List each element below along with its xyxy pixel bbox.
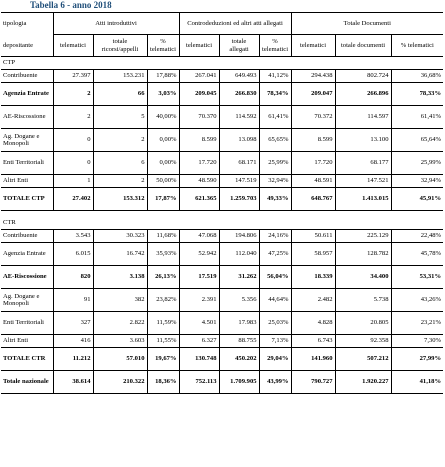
table-cell: 22,48% [391,230,443,243]
table-cell: 17,88% [147,70,179,83]
table-cell: 7,30% [391,335,443,348]
table-cell: 4.828 [291,312,335,335]
table-cell: 3,03% [147,83,179,106]
table-cell: 65,65% [259,129,291,152]
col-header: totale allegati [219,35,259,57]
table-cell: 11,59% [147,312,179,335]
section-header-row [1,217,443,230]
table-cell: 40,00% [147,106,179,129]
table-cell: 7,13% [259,335,291,348]
table-cell: 19,67% [147,348,179,371]
table-cell: 25,99% [391,152,443,175]
table-cell: 13.098 [219,129,259,152]
table-cell: 114.592 [219,106,259,129]
table-cell: 23,21% [391,312,443,335]
table-cell: 266.830 [219,83,259,106]
table-cell: 52.942 [179,243,219,266]
table-cell: 32,94% [391,175,443,188]
table-cell: 78,33% [391,83,443,106]
table-cell: 802.724 [335,70,391,83]
table-cell: 194.806 [219,230,259,243]
table-cell: 3.543 [53,230,93,243]
table-body [1,57,443,394]
table-cell: 209.047 [291,83,335,106]
table-cell: 11,68% [147,230,179,243]
table-cell: 13.100 [335,129,391,152]
col-header: % telematici [259,35,291,57]
table-cell: 8.599 [179,129,219,152]
row-label: Contribuente [1,230,53,243]
table-row [1,152,443,175]
table-cell: 23,82% [147,289,179,312]
table-cell: 53,31% [391,266,443,289]
table-row [1,83,443,106]
table-cell: 416 [53,335,93,348]
table-cell: 18,36% [147,371,179,394]
table-cell: 58.957 [291,243,335,266]
col-header: telematici [291,35,335,57]
table-cell: 32,94% [259,175,291,188]
table-cell: 17.720 [179,152,219,175]
table-cell: 266.896 [335,83,391,106]
table-cell: 267.041 [179,70,219,83]
table-cell: 382 [93,289,147,312]
table-cell: 57.010 [93,348,147,371]
col-header: telematici [53,35,93,57]
row-label: Ag. Dogane e Monopoli [1,289,53,312]
table-cell: 3.138 [93,266,147,289]
col-header: % telematici [147,35,179,57]
table-cell: 6.743 [291,335,335,348]
table-cell: 0,00% [147,129,179,152]
table-cell: 4.501 [179,312,219,335]
table-cell: 20.805 [335,312,391,335]
table-cell: 34.400 [335,266,391,289]
row-label: Agenzia Entrate [1,243,53,266]
row-label-header-2: depositante [1,35,53,57]
col-header: totale documenti [335,35,391,57]
row-label: AE-Riscossione [1,266,53,289]
section-header-row [1,57,443,70]
table-cell: 128.782 [335,243,391,266]
section-name: CTP [3,59,16,67]
table-cell: 507.212 [335,348,391,371]
table-cell: 68.171 [219,152,259,175]
table-cell: 2 [93,129,147,152]
table-cell: 43,99% [259,371,291,394]
table-cell: 153.231 [93,70,147,83]
table-cell: 38.614 [53,371,93,394]
table-cell: 68.177 [335,152,391,175]
row-label: Contribuente [1,70,53,83]
table-row [1,289,443,312]
table-cell: 1 [53,175,93,188]
table-cell: 17.983 [219,312,259,335]
table-row [1,230,443,243]
table-cell: 3.603 [93,335,147,348]
col-header: telematici [179,35,219,57]
table-cell: 147.521 [335,175,391,188]
table-cell: 2 [53,83,93,106]
table-cell: 70.370 [179,106,219,129]
table-cell: 8.599 [291,129,335,152]
table-cell: 61,41% [391,106,443,129]
row-label: TOTALE CTP [1,188,53,211]
table-cell: 35,93% [147,243,179,266]
table-cell: 790.727 [291,371,335,394]
row-label: Totale nazionale [1,371,53,394]
table-cell: 78,34% [259,83,291,106]
table-cell: 294.438 [291,70,335,83]
table-cell: 24,16% [259,230,291,243]
table-cell: 45,91% [391,188,443,211]
table-cell: 0 [53,152,93,175]
table-cell: 11.212 [53,348,93,371]
row-label-header-1: tipologia [1,13,53,35]
table-cell: 27.402 [53,188,93,211]
table-cell: 56,04% [259,266,291,289]
group-header-controdeduzioni: Controdeduzioni ed altri atti allegati [179,13,291,35]
table-cell: 91 [53,289,93,312]
table-cell: 70.372 [291,106,335,129]
total-row [1,188,443,211]
table-cell: 2 [53,106,93,129]
table-cell: 649.493 [219,70,259,83]
col-header: % telematici [391,35,443,57]
table-cell: 621.365 [179,188,219,211]
table-cell: 6 [93,152,147,175]
table-cell: 1.709.905 [219,371,259,394]
row-label: Altri Enti [1,175,53,188]
table-cell: 48.591 [291,175,335,188]
table-cell: 47.068 [179,230,219,243]
table-cell: 45,78% [391,243,443,266]
table-cell: 31.262 [219,266,259,289]
table-cell: 50,00% [147,175,179,188]
table-cell: 50.611 [291,230,335,243]
table-cell: 17,87% [147,188,179,211]
row-label: Enti Territoriali [1,312,53,335]
table-cell: 17.720 [291,152,335,175]
table-cell: 43,26% [391,289,443,312]
table-cell: 27.397 [53,70,93,83]
table-cell: 65,64% [391,129,443,152]
table-cell: 210.322 [93,371,147,394]
table-cell: 18.339 [291,266,335,289]
table-cell: 26,13% [147,266,179,289]
table-row [1,266,443,289]
table-cell: 648.767 [291,188,335,211]
table-cell: 2 [93,175,147,188]
table-row [1,312,443,335]
table-cell: 2.391 [179,289,219,312]
table-cell: 752.113 [179,371,219,394]
table-cell: 17.519 [179,266,219,289]
table-cell: 2.482 [291,289,335,312]
table-cell: 1.920.227 [335,371,391,394]
table-cell: 25,99% [259,152,291,175]
table-cell: 1.413.015 [335,188,391,211]
group-header-totale: Totale Documenti [291,13,443,35]
table-cell: 141.960 [291,348,335,371]
table-row [1,70,443,83]
table-cell: 41,12% [259,70,291,83]
table-cell: 820 [53,266,93,289]
table-cell: 36,68% [391,70,443,83]
section-name: CTR [3,219,16,227]
table-cell: 29,04% [259,348,291,371]
table-cell: 450.202 [219,348,259,371]
row-label: Ag. Dogane e Monopoli [1,129,53,152]
table-cell: 5 [93,106,147,129]
table-cell: 147.519 [219,175,259,188]
table-cell: 327 [53,312,93,335]
table-cell: 66 [93,83,147,106]
table-cell: 112.040 [219,243,259,266]
table-cell: 225.129 [335,230,391,243]
grand-total-row [1,371,443,394]
table-cell: 5.738 [335,289,391,312]
table-row [1,243,443,266]
table-cell: 16.742 [93,243,147,266]
table-cell: 44,64% [259,289,291,312]
table-cell: 41,18% [391,371,443,394]
row-label: Enti Territoriali [1,152,53,175]
table-cell: 130.748 [179,348,219,371]
table-cell: 25,03% [259,312,291,335]
table-cell: 92.358 [335,335,391,348]
row-label: TOTALE CTR [1,348,53,371]
table-cell: 0,00% [147,152,179,175]
row-label: Agenzia Entrate [1,83,53,106]
table-cell: 11,55% [147,335,179,348]
group-header-atti: Atti introduttivi [53,13,179,35]
table-row [1,129,443,152]
table-cell: 209.045 [179,83,219,106]
table-cell: 49,33% [259,188,291,211]
table-row [1,335,443,348]
table-cell: 114.597 [335,106,391,129]
table-cell: 27,99% [391,348,443,371]
row-label: Altri Enti [1,335,53,348]
table-title: Tabella 6 - anno 2018 [30,0,112,10]
table-cell: 2.822 [93,312,147,335]
statistics-table [1,12,443,394]
table-row [1,106,443,129]
table-cell: 153.312 [93,188,147,211]
table-cell: 5.356 [219,289,259,312]
table-cell: 6.327 [179,335,219,348]
table-cell: 1.259.703 [219,188,259,211]
total-row [1,348,443,371]
row-label: AE-Riscossione [1,106,53,129]
table-cell: 0 [53,129,93,152]
table-cell: 88.755 [219,335,259,348]
table-cell: 48.590 [179,175,219,188]
table-cell: 6.015 [53,243,93,266]
table-cell: 30.323 [93,230,147,243]
col-header: totale ricorsi/appelli [93,35,147,57]
table-cell: 47,25% [259,243,291,266]
table-row [1,175,443,188]
table-cell: 61,41% [259,106,291,129]
